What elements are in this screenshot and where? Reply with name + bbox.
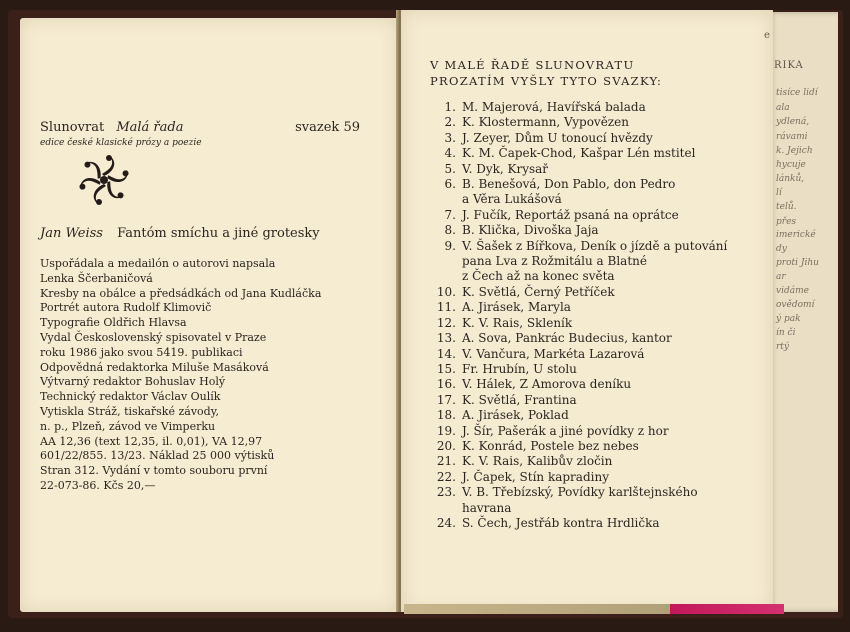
colophon-line: n. p., Plzeň, závod ve Vimperku [40, 419, 216, 433]
underlying-page [768, 12, 838, 612]
underlying-text-fragment: k. Jejich [776, 146, 813, 156]
underlying-text-fragment: rávami [776, 132, 808, 142]
book-title: V. Vančura, Markéta Lazarová [462, 346, 645, 361]
underlying-text-fragment: lánků, [776, 174, 805, 184]
colophon-line: Lenka Ščerbaničová [40, 271, 153, 285]
underlying-text-fragment: ín či [776, 328, 796, 338]
book-number: 24. [436, 515, 456, 530]
book-title: V. Dyk, Krysař [462, 161, 549, 176]
book-title: J. Fučík, Reportáž psaná na oprátce [462, 207, 679, 222]
book-list-item [430, 516, 770, 531]
underlying-text-fragment: ovědomí [776, 300, 815, 310]
book-list-item [430, 239, 770, 285]
book-number: 9. [444, 238, 456, 253]
colophon-line: Vydal Československý spisovatel v Praze [40, 330, 267, 344]
underlying-text-fragment: imerické [776, 230, 816, 240]
colophon-line: roku 1986 jako svou 5419. publikaci [40, 345, 243, 359]
book-title: M. Majerová, Havířská balada [462, 100, 646, 114]
book-number: 15. [436, 361, 456, 376]
underlying-text-fragment: dy [776, 244, 787, 254]
colophon-line: AA 12,36 (text 12,35, il. 0,01), VA 12,97 [40, 434, 263, 448]
book-list-item [430, 424, 770, 439]
book-title: K. M. Čapek-Chod, Kašpar Lén mstitel [462, 146, 696, 161]
underlying-text-fragment: vidáme [776, 286, 809, 296]
book-list-item [430, 470, 770, 485]
book-title: V. B. Třebízský, Povídky karlštejnského havrana [462, 485, 698, 515]
book-list-item [430, 177, 770, 208]
colophon-line: 22-073-86. Kčs 20,— [40, 478, 156, 492]
book-title: K. V. Rais, Skleník [462, 315, 573, 330]
book-list-item [430, 115, 770, 130]
colophon-line: Vytiskla Stráž, tiskařské závody, [40, 404, 219, 418]
book-title: A. Jirásek, Maryla [462, 300, 571, 315]
publisher-ornament-icon [76, 152, 132, 208]
book-title: Fr. Hrubín, U stolu [462, 361, 577, 376]
series-list-heading [430, 57, 662, 89]
heading-line: PROZATÍM VYŠLY TYTO SVAZKY: [430, 74, 663, 88]
series-name: Slunovrat [40, 120, 105, 135]
book-title: V. Šašek z Bířkova, Deník o jízdě a putování pana Lva z Rožmitálu a Blatné z Čech až na konec světa [462, 238, 728, 284]
book-title: A. Sova, Pankrác Budecius, kantor [462, 331, 672, 346]
book-list-item [430, 377, 770, 392]
edition-description: edice české klasické prózy a poezie [40, 138, 202, 148]
book-number: 2. [444, 115, 456, 130]
colophon-line: Odpovědná redaktorka Miluše Masáková [40, 360, 269, 374]
book-title: J. Zeyer, Dům U tonoucí hvězdy [462, 130, 653, 145]
book-list-item [430, 285, 770, 300]
book-list-item [430, 331, 770, 346]
book-list-item [430, 208, 770, 223]
book-number: 11. [436, 300, 456, 315]
heading-line: V MALÉ ŘADĚ SLUNOVRATU [430, 58, 635, 72]
underlying-text-fragment: přes [776, 217, 797, 227]
underlying-text-fragment: rtý [776, 342, 790, 352]
book-title: J. Čapek, Stín kapradiny [462, 469, 609, 484]
book-number: 12. [436, 315, 456, 330]
book-title: A. Jirásek, Poklad [462, 408, 569, 423]
book-title: K. Světlá, Černý Petříček [462, 284, 615, 299]
underlying-text-fragment: ydlená, [776, 117, 810, 127]
bookmark-ribbon [404, 604, 784, 614]
colophon-line: Uspořádala a medailón o autorovi napsala [40, 257, 276, 270]
book-title: S. Čech, Jestřáb kontra Hrdlička [462, 515, 660, 530]
colophon [40, 257, 370, 494]
book-title: K. Světlá, Frantina [462, 392, 577, 407]
book-list-item [430, 393, 770, 408]
underlying-text-fragment: telů. [776, 202, 797, 212]
book-number: 23. [436, 485, 456, 500]
underlying-text-fragment: hycuje [776, 160, 806, 170]
underlying-text-fragment: lí [776, 188, 782, 198]
book-number: 17. [436, 392, 456, 407]
book-list-item [430, 362, 770, 377]
book-list-item [430, 131, 770, 146]
book-number: 6. [444, 177, 456, 192]
book-list [430, 100, 770, 531]
book-title: K. Klostermann, Vypovězen [462, 115, 629, 130]
colophon-line: Portrét autora Rudolf Klimovič [40, 301, 212, 315]
book-list-item [430, 162, 770, 177]
book-list-item [430, 485, 770, 516]
book-title: B. Benešová, Don Pablo, don Pedro a Věra Lukášová [462, 177, 676, 207]
book-number: 18. [436, 408, 456, 423]
book-title: K. V. Rais, Kalibův zločin [462, 454, 613, 469]
book-title: V. Hálek, Z Amorova deníku [462, 377, 632, 392]
book-number: 22. [436, 469, 456, 484]
colophon-line: Výtvarný redaktor Bohuslav Holý [40, 375, 226, 389]
book-number: 16. [436, 377, 456, 392]
book-list-item [430, 439, 770, 454]
book-title: K. Konrád, Postele bez nebes [462, 438, 639, 453]
underlying-text-fragment: tisíce lidí [776, 88, 818, 98]
book-title: B. Klička, Divoška Jaja [462, 223, 599, 238]
book-number: 4. [444, 146, 456, 161]
book-number: 7. [444, 207, 456, 222]
underlying-page-title: RIKA [774, 60, 804, 71]
author-name: Jan Weiss [40, 226, 103, 241]
book-list-item [430, 347, 770, 362]
book-list-item [430, 223, 770, 238]
underlying-text-fragment: ar [776, 272, 786, 282]
book-list-item [430, 100, 770, 115]
book-number: 5. [444, 161, 456, 176]
book-number: 8. [444, 223, 456, 238]
book-list-item [430, 146, 770, 161]
colophon-line: Typografie Oldřich Hlavsa [40, 316, 187, 330]
book-number: 19. [436, 423, 456, 438]
underlying-text-fragment: ala [776, 103, 790, 113]
work-line [40, 226, 320, 241]
book-title: J. Šír, Pašerák a jiné povídky z hor [462, 423, 669, 438]
colophon-line: Stran 312. Vydání v tomto souboru první [40, 464, 268, 478]
volume-number: svazek 59 [295, 120, 360, 135]
book-number: 10. [436, 284, 456, 299]
colophon-line: 601/22/855. 13/23. Náklad 25 000 výtisků [40, 449, 275, 463]
corner-letter: e [764, 30, 770, 41]
series-row: Malá řada [116, 120, 184, 135]
book-list-item [430, 408, 770, 423]
book-number: 3. [444, 130, 456, 145]
colophon-line: Kresby na obálce a předsádkách od Jana Kudláčka [40, 286, 322, 300]
book-number: 13. [436, 331, 456, 346]
book-number: 21. [436, 454, 456, 469]
series-line [40, 120, 360, 135]
book-number: 1. [444, 100, 456, 114]
underlying-text-fragment: ý pak [776, 314, 801, 324]
book-number: 14. [436, 346, 456, 361]
book-number: 20. [436, 438, 456, 453]
book-list-item [430, 300, 770, 315]
book-list-item [430, 316, 770, 331]
book-list-item [430, 454, 770, 469]
colophon-line: Technický redaktor Václav Oulík [40, 390, 221, 404]
underlying-text-fragment: proti Jihu [776, 258, 819, 268]
work-title: Fantóm smíchu a jiné grotesky [117, 226, 320, 241]
